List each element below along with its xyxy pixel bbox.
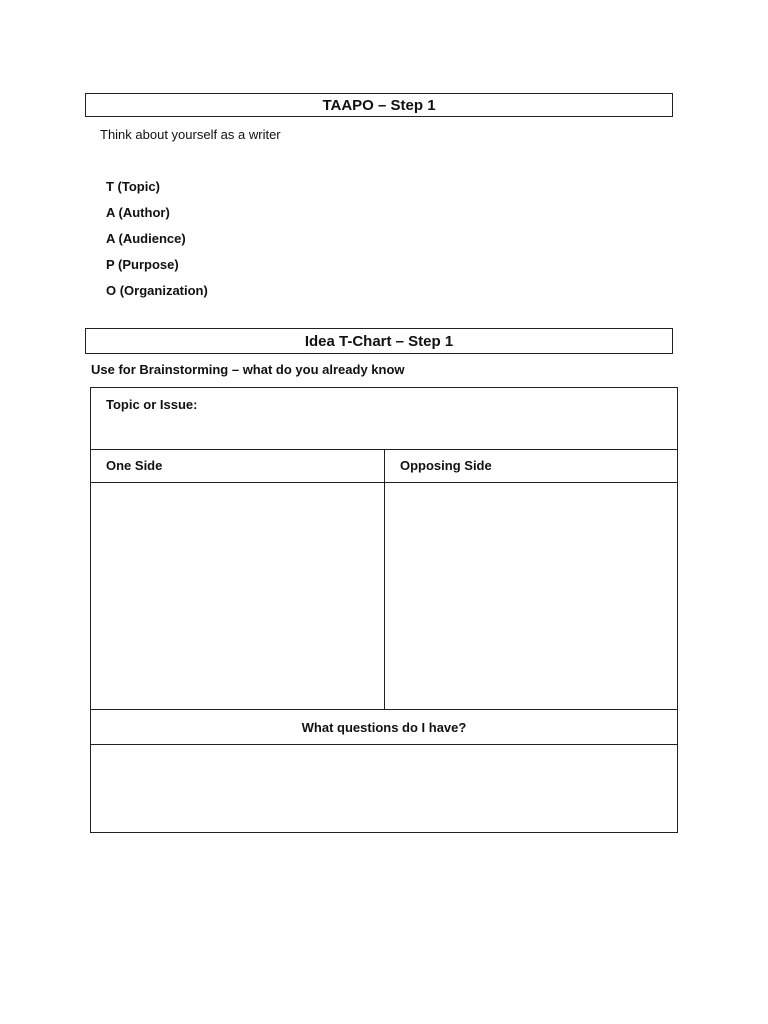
opposing-side-header: Opposing Side — [400, 458, 492, 473]
taapo-item-topic: T (Topic) — [106, 179, 160, 194]
one-side-header: One Side — [106, 458, 163, 473]
questions-label: What questions do I have? — [301, 719, 467, 735]
taapo-list — [106, 178, 208, 308]
taapo-item-audience: A (Audience) — [106, 231, 186, 246]
taapo-title: TAAPO – Step 1 — [85, 93, 673, 117]
topic-label: Topic or Issue: — [106, 397, 198, 412]
taapo-item-author: A (Author) — [106, 205, 170, 220]
taapo-item-purpose: P (Purpose) — [106, 257, 179, 272]
t-chart-table — [90, 387, 678, 833]
column-divider — [384, 450, 385, 710]
tchart-subtitle: Use for Brainstorming – what do you already know — [91, 362, 405, 377]
tchart-title: Idea T-Chart – Step 1 — [85, 328, 673, 354]
topic-row[interactable] — [91, 388, 677, 450]
questions-answer-area[interactable] — [91, 745, 677, 832]
taapo-item-organization: O (Organization) — [106, 283, 208, 298]
questions-header — [91, 710, 677, 745]
taapo-intro: Think about yourself as a writer — [100, 127, 281, 142]
